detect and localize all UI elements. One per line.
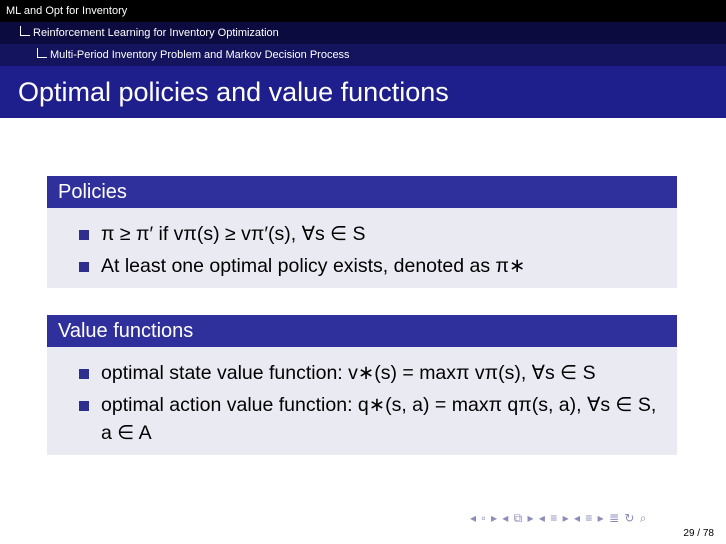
slide-title: Optimal policies and value functions — [18, 77, 449, 107]
list-item — [47, 359, 677, 387]
value-functions-block — [47, 315, 677, 455]
list-item — [47, 252, 677, 280]
tree-corner-icon — [37, 48, 47, 58]
page-number: 29 / 78 — [683, 528, 714, 539]
item-text: optimal action value function: q∗(s, a) = maxπ qπ(s, a), ∀s ∈ S, a ∈ A — [101, 394, 657, 444]
breadcrumb-subsubsection[interactable] — [0, 44, 726, 66]
item-text: At least one optimal policy exists, denoted as π∗ — [101, 255, 526, 277]
breadcrumb-section[interactable] — [0, 0, 726, 22]
breadcrumb-subsection[interactable] — [0, 22, 726, 44]
subsubsection-label: Multi-Period Inventory Problem and Markov Decision Process — [50, 49, 350, 61]
block-title: Policies — [47, 176, 677, 208]
list-item — [47, 220, 677, 248]
policies-block — [47, 176, 677, 288]
section-label: ML and Opt for Inventory — [6, 5, 128, 17]
bullet-icon — [79, 230, 89, 240]
subsection-label: Reinforcement Learning for Inventory Optimization — [33, 27, 279, 39]
tree-corner-icon — [20, 26, 30, 36]
item-text: optimal state value function: v∗(s) = maxπ vπ(s), ∀s ∈ S — [101, 362, 596, 384]
bullet-icon — [79, 262, 89, 272]
item-text: π ≥ π′ if vπ(s) ≥ vπ′(s), ∀s ∈ S — [101, 223, 366, 245]
block-body — [47, 347, 677, 455]
bullet-icon — [79, 369, 89, 379]
slide-title-bar — [0, 66, 726, 118]
block-title: Value functions — [47, 315, 677, 347]
beamer-navigation-icons[interactable]: ◂ ▫ ▸ ◂ ⧉ ▸ ◂ ≡ ▸ ◂ ≡ ▸ ≣ ↻ ⌕ — [470, 511, 648, 525]
block-body — [47, 208, 677, 288]
list-item — [47, 391, 677, 447]
bullet-icon — [79, 401, 89, 411]
